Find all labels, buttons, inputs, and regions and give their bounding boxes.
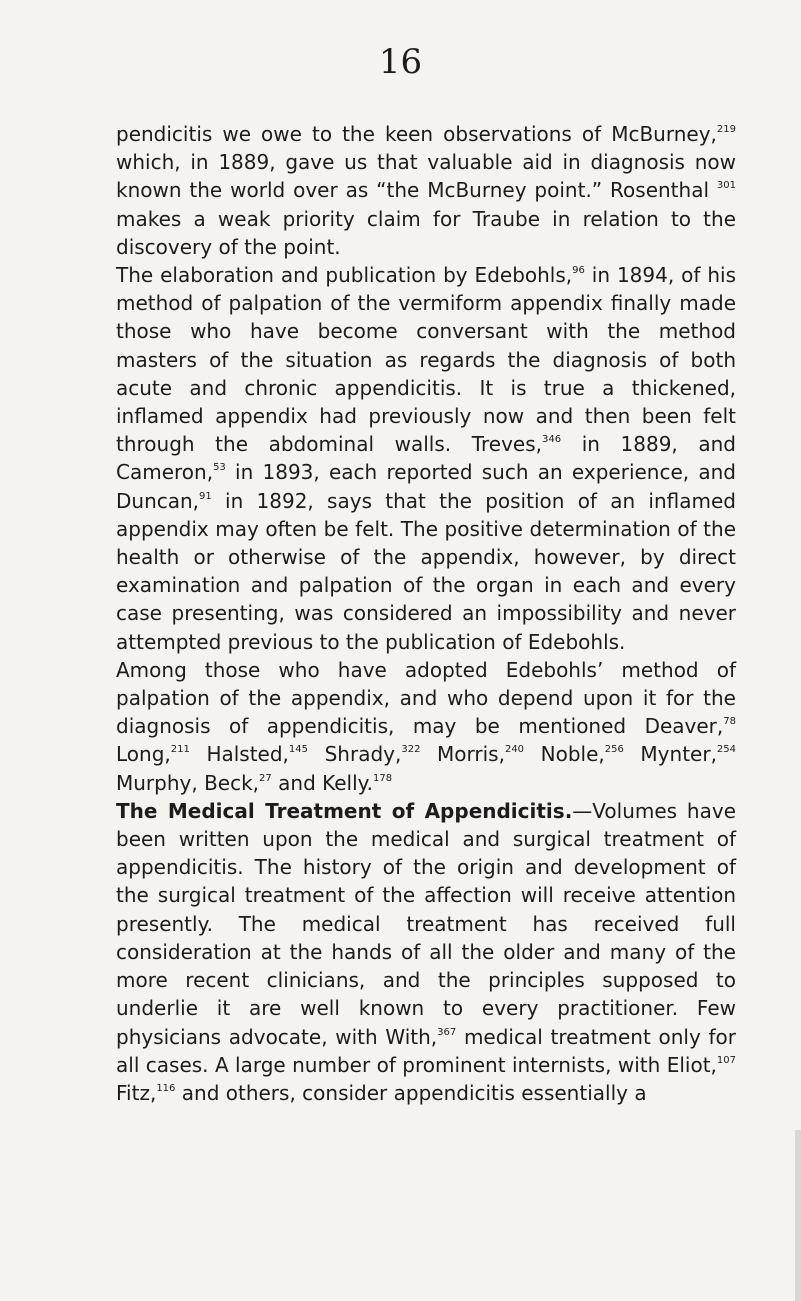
reference-number: 91 <box>199 490 212 502</box>
text-run: which, in 1889, gave us that valuable aid in diagnosis now known the world over as “the McBurney point.” Rosenthal <box>116 150 736 203</box>
text-run: The elaboration and publication by Edebohls, <box>116 263 573 288</box>
text-run: Murphy, Beck, <box>116 770 260 795</box>
text-run: pendicitis we owe to the keen observations of McBurney, <box>116 122 717 146</box>
reference-number: 219 <box>716 124 736 135</box>
paragraph-3 <box>116 656 736 797</box>
reference-number: 367 <box>437 1026 457 1038</box>
text-run: in 1894, of his method of palpation of the vermiform appendix finally made those who have become conversant with the method masters of the situation as regards the diagnosis of both acute and chronic appendicitis. It is true a thickened, inflamed appendix had previously now and then been felt through the abdominal walls. Treves, <box>116 263 736 457</box>
reference-number: 178 <box>373 772 393 784</box>
text-run: Among those who have adopted Edebohls’ method of palpation of the appendix, and who depend upon it for the diagnosis of appendicitis, may be mentioned Deaver, <box>116 657 736 739</box>
reference-number: 96 <box>572 265 585 277</box>
text-run: Mynter, <box>623 742 717 767</box>
text-run: Morris, <box>420 742 505 767</box>
text-run: medical treatment only for all cases. A large number of prominent internists, with Eliot, <box>116 1024 737 1077</box>
reference-number: 78 <box>723 716 736 728</box>
text-run: —Volumes have been written upon the medical and surgical treatment of appendicitis. The history of the origin and development of the surgical treatment of the affection will receive attention presently. The medical treatment has received full consideration at the hands of all the older and many of the more recent clinicians, and the principles supposed to underlie it are well known to every practitioner. Few physicians advocate, with With, <box>116 798 736 1049</box>
text-run: Noble, <box>524 742 605 767</box>
reference-number: 116 <box>156 1082 176 1094</box>
reference-number: 145 <box>288 744 309 756</box>
paragraph-2 <box>116 261 736 656</box>
text-run: and Kelly. <box>271 770 374 795</box>
reference-number: 256 <box>604 744 624 756</box>
text-run: Shrady, <box>308 742 402 767</box>
page-number: 16 <box>378 42 423 82</box>
text-run: in 1889, and Cameron, <box>116 432 736 485</box>
paragraph-4 <box>116 797 736 1107</box>
text-run: Fitz, <box>116 1080 157 1105</box>
reference-number: 254 <box>716 744 737 756</box>
reference-number: 27 <box>259 772 272 784</box>
text-run: and others, consider appendicitis essentially a <box>175 1080 647 1105</box>
reference-number: 211 <box>170 744 190 756</box>
text-run: Halsted, <box>189 742 289 767</box>
page-edge-shadow <box>795 1130 801 1301</box>
text-run: Long, <box>116 742 171 767</box>
text-run: in 1893, each reported such an experience, and Duncan, <box>116 460 736 513</box>
reference-number: 240 <box>504 744 525 756</box>
reference-number: 301 <box>716 180 736 192</box>
text-run: makes a weak priority claim for Traube in relation to the discovery of the point. <box>116 206 736 259</box>
reference-number: 107 <box>716 1054 736 1066</box>
section-heading: The Medical Treatment of Appendicitis. <box>116 798 573 823</box>
paragraph-1 <box>116 120 736 261</box>
reference-number: 346 <box>542 434 562 446</box>
reference-number: 322 <box>401 744 421 756</box>
body-text <box>116 120 736 1107</box>
text-run: in 1892, says that the position of an inflamed appendix may often be felt. The positive determination of the health or otherwise of the appendix, however, by direct examination and palpation of the organ in each and every case presenting, was considered an impossibility and never attempted previous to the publication of Edebohls. <box>116 488 736 654</box>
reference-number: 53 <box>213 462 226 474</box>
